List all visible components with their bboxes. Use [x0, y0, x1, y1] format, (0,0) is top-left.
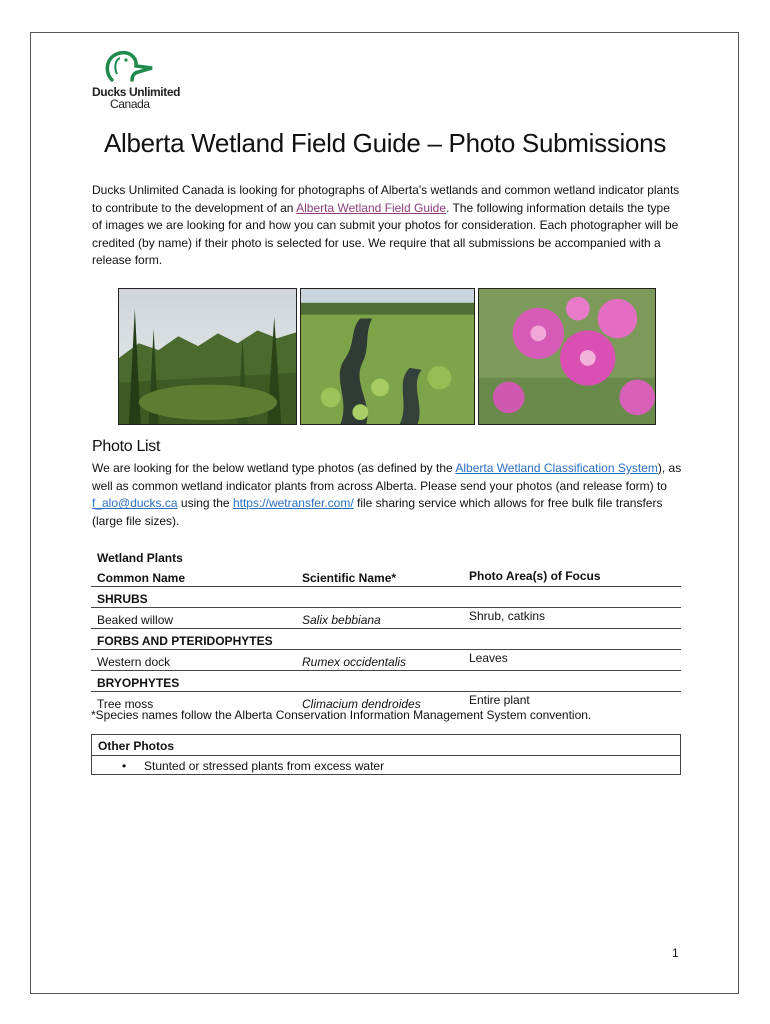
plist-text-2: ), as well as common wetland indicator plants from across Alberta. Please send your photos (and release form) to — [92, 461, 682, 493]
group-shrubs: SHRUBS — [91, 587, 681, 608]
logo-wordmark — [92, 86, 180, 110]
other-photos-divider — [92, 755, 680, 756]
plist-text-1: We are looking for the below wetland type photos (as defined by the — [92, 461, 456, 475]
marsh-channel-photo — [300, 288, 475, 425]
other-photos-item: Stunted or stressed plants from excess water — [144, 759, 385, 773]
table-cell-scientific: Climacium dendroides — [296, 692, 463, 713]
logo-line-1: Ducks Unlimited — [92, 85, 181, 99]
table-cell-common: Beaked willow — [91, 608, 296, 629]
table-cell-scientific: Salix bebbiana — [296, 608, 463, 629]
table-cell-focus: Entire plant — [463, 692, 681, 713]
forest-wetland-photo — [118, 288, 297, 425]
other-photos-box — [91, 734, 681, 775]
logo-line-2: Canada — [110, 97, 150, 111]
plist-text-4: file sharing service which allows for free bulk file transfers (large file sizes). — [92, 496, 663, 528]
table-cell-common: Western dock — [91, 650, 296, 671]
table-caption: Wetland Plants — [97, 551, 183, 565]
table-cell-common: Tree moss — [91, 692, 296, 713]
header-photo-focus: Photo Area(s) of Focus — [469, 569, 601, 583]
plist-text-3: using the — [177, 496, 233, 511]
wetransfer-link[interactable]: https://wetransfer.com/ — [232, 496, 354, 511]
table-cell-focus: Leaves — [463, 650, 681, 671]
photo-list-heading: Photo List — [92, 438, 161, 455]
email-link[interactable]: f_alo@ducks.ca — [92, 496, 178, 511]
intro-text-2: . The following information details the type of images we are looking for and how you can submit your photos for consideration. Each photographer will be credited (by name) if their photo is selected for use. We require that all submissions be accompanied with a release form. — [92, 200, 679, 268]
page-title: Alberta Wetland Field Guide – Photo Submissions — [103, 128, 667, 158]
species-footnote: *Species names follow the Alberta Conservation Information Management System convention. — [91, 708, 592, 722]
classification-system-link[interactable]: Alberta Wetland Classification System — [455, 461, 658, 475]
header-scientific-name: Scientific Name* — [302, 571, 397, 585]
group-forbs: FORBS AND PTERIDOPHYTES — [91, 629, 681, 650]
table-cell-focus: Shrub, catkins — [463, 608, 681, 629]
table-cell-scientific: Rumex occidentalis — [296, 650, 463, 671]
group-bryophytes: BRYOPHYTES — [91, 671, 681, 692]
pink-flowers-photo — [478, 288, 656, 425]
wetland-plants-table — [91, 546, 681, 712]
intro-text-1: Ducks Unlimited Canada is looking for photographs of Alberta's wetlands and common wetland indicator plants to contribute to the development of an — [92, 183, 680, 215]
intro-paragraph — [92, 182, 682, 270]
field-guide-link[interactable]: Alberta Wetland Field Guide — [296, 200, 446, 215]
page-number: 1 — [672, 946, 679, 960]
other-photos-heading: Other Photos — [98, 739, 175, 753]
bullet-icon: • — [122, 759, 127, 773]
photo-list-paragraph — [92, 460, 684, 530]
header-common-name: Common Name — [97, 571, 186, 585]
